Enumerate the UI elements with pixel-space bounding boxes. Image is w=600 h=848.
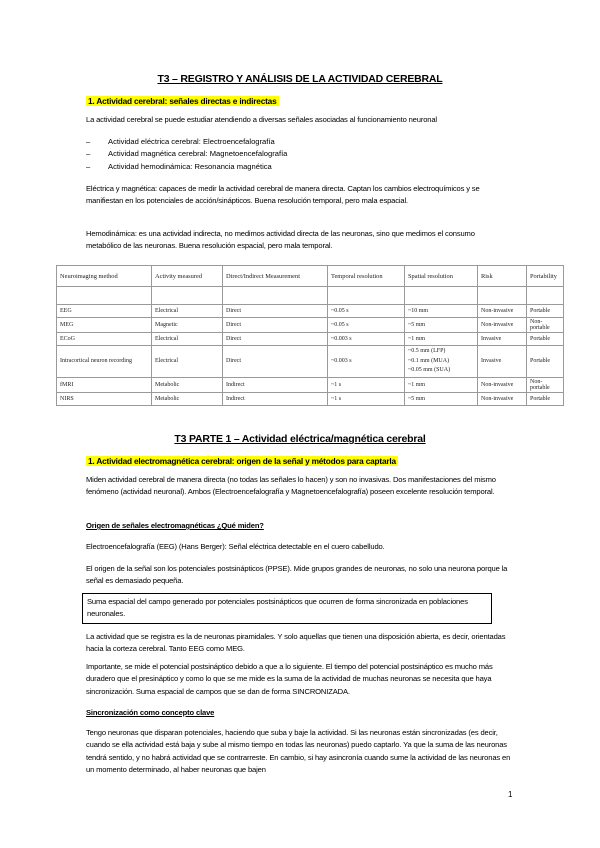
column-header: Neuroimaging method <box>57 266 152 287</box>
table-cell: ~1 mm <box>405 377 478 392</box>
table-cell: Indirect <box>223 392 328 405</box>
section-heading-2: 1. Actividad electromagnética cerebral: origen de la señal y métodos para captarla <box>88 456 396 466</box>
dash-marker: – <box>86 161 91 171</box>
table-cell: Non-invasive <box>478 318 527 333</box>
table-cell: ~1 mm <box>405 333 478 346</box>
table-cell: EEG <box>57 305 152 318</box>
table-cell: MEG <box>57 318 152 333</box>
table-cell: ~0.003 s <box>328 346 405 378</box>
table-cell: Direct <box>223 333 328 346</box>
table-cell: Portable <box>527 346 564 378</box>
list-item: – Actividad eléctrica cerebral: Electroencefalografía <box>86 136 287 148</box>
table-cell: ~5 mm <box>405 392 478 405</box>
definition-box: Suma espacial del campo generado por potenciales postsinápticos que ocurren de forma sincronizada en poblaciones neuronales. <box>82 593 492 624</box>
eeg-paragraph: Electroencefalografía (EEG) (Hans Berger): Señal eléctrica detectable en el cuero cabelludo. <box>86 542 385 551</box>
table-cell: ~1 s <box>328 392 405 405</box>
table-cell: Invasive <box>478 333 527 346</box>
neuroimaging-table <box>56 265 564 406</box>
pyramidal-paragraph: La actividad que se registra es la de neuronas piramidales. Y solo aquellas que tienen una disposición abierta, es decir, orientadas hacia la corteza cerebral. Tanto EEG como MEG. <box>86 632 506 654</box>
dash-marker: – <box>86 149 91 159</box>
table-cell: ~0.5 mm (LFP) ~0.1 mm (MUA) ~0.05 mm (SUA) <box>405 346 478 378</box>
table-cell: Electrical <box>152 333 223 346</box>
column-header: Activity measured <box>152 266 223 287</box>
table-cell: Direct <box>223 346 328 378</box>
table-cell: ~10 mm <box>405 305 478 318</box>
column-header: Spatial resolution <box>405 266 478 287</box>
page-number: 1 <box>508 790 513 799</box>
table-cell: Non-portable <box>527 377 564 392</box>
table-cell: Portable <box>527 333 564 346</box>
table-cell: fMRI <box>57 377 152 392</box>
table-header-row <box>57 266 564 287</box>
signal-list <box>86 136 287 173</box>
electric-magnetic-paragraph: Eléctrica y magnética: capaces de medir la actividad cerebral de manera directa. Captan los cambios electroquímicos y se manifiestan en los potenciales de acción/sinápticos. Buena resolución temporal, pero mala espacial. <box>86 184 480 206</box>
table-cell: ECoG <box>57 333 152 346</box>
table-cell: Non-invasive <box>478 392 527 405</box>
table-cell: Magnetic <box>152 318 223 333</box>
table-cell: NIRS <box>57 392 152 405</box>
table-cell: Direct <box>223 305 328 318</box>
table-cell: ~0.05 s <box>328 318 405 333</box>
table-cell: Direct <box>223 318 328 333</box>
list-item: – Actividad hemodinámica: Resonancia magnética <box>86 161 287 173</box>
intro-paragraph: La actividad cerebral se puede estudiar atendiendo a diversas señales asociadas al funcionamiento neuronal <box>86 115 437 124</box>
table-cell: Non-invasive <box>478 305 527 318</box>
column-header: Direct/Indirect Measurement <box>223 266 328 287</box>
table-cell: Portable <box>527 305 564 318</box>
column-header: Temporal resolution <box>328 266 405 287</box>
section-heading-1: 1. Actividad cerebral: señales directas e indirectas <box>88 96 277 106</box>
table-cell: Electrical <box>152 346 223 378</box>
table-spacer-row <box>57 287 564 305</box>
table-cell: Non-portable <box>527 318 564 333</box>
main-title: T3 – REGISTRO Y ANÁLISIS DE LA ACTIVIDAD CEREBRAL <box>157 73 443 85</box>
table-row <box>57 392 564 405</box>
table-cell: ~1 s <box>328 377 405 392</box>
table-cell: Non-invasive <box>478 377 527 392</box>
table-cell: Electrical <box>152 305 223 318</box>
table-cell: ~5 mm <box>405 318 478 333</box>
hemodynamic-paragraph: Hemodinámica: es una actividad indirecta, no medimos actividad directa de las neuronas, sino que medimos el consumo metabólico de las neuronas. Buena resolución espacial, pero mala temporal. <box>86 229 475 251</box>
table-row <box>57 346 564 378</box>
table-row <box>57 377 564 392</box>
table-cell: Intracortical neuron recording <box>57 346 152 378</box>
origin-paragraph: El origen de la señal son los potenciales postsinápticos (PPSE). Mide grupos grandes de neuronas, no solo una neurona porque la señal es demasiado pequeña. <box>86 564 508 586</box>
table-cell: Metabolic <box>152 392 223 405</box>
table-row <box>57 318 564 333</box>
dash-marker: – <box>86 137 91 146</box>
part-title: T3 PARTE 1 – Actividad eléctrica/magnética cerebral <box>174 433 426 445</box>
table-cell: Indirect <box>223 377 328 392</box>
table-cell: ~0.003 s <box>328 333 405 346</box>
postsynaptic-paragraph: Importante, se mide el potencial postsináptico debido a que a lo siguiente. El tiempo del potencial postsináptico es mucho más duradero que el presináptico y como lo que se me mide es la suma de la actividad de muchas neuronas se necesita que haya sincronización. Suma espacial de campos que se dan de forma SINCRONIZADA. <box>86 662 493 696</box>
subheading-sync: Sincronización como concepto clave <box>86 708 215 717</box>
table-cell: Portable <box>527 392 564 405</box>
subheading-origin: Origen de señales electromagnéticas ¿Qué miden? <box>86 521 264 530</box>
sync-paragraph: Tengo neuronas que disparan potenciales, haciendo que suba y baje la actividad. Si las neuronas están sincronizadas (es decir, cuando se ella actividad está baja y sube al mismo tiempo en todas las neuronas) puedo captarlo. Ya que la suma de las neuronas tendrá sentido, y no habrá actividad que se contrarreste. En cambio, si hay asincronía cuando sume la actividad de las neuronas en un momento determinado, al haber neuronas que bajen <box>86 728 511 775</box>
table-row <box>57 305 564 318</box>
column-header: Portability <box>527 266 564 287</box>
table-cell: Metabolic <box>152 377 223 392</box>
column-header: Risk <box>478 266 527 287</box>
list-item: – Actividad magnética cerebral: Magnetoencefalografía <box>86 148 287 160</box>
table-cell: ~0.05 s <box>328 305 405 318</box>
electromagnetic-paragraph: Miden actividad cerebral de manera directa (no todas las señales lo hacen) y son no invasivas. Dos manifestaciones del mismo fenómeno (actividad neuronal). Ambos (Electroencefalografía y Magnetoencefalografía) poseen excelente resolución temporal. <box>86 475 496 497</box>
table-cell: Invasive <box>478 346 527 378</box>
table-row <box>57 333 564 346</box>
